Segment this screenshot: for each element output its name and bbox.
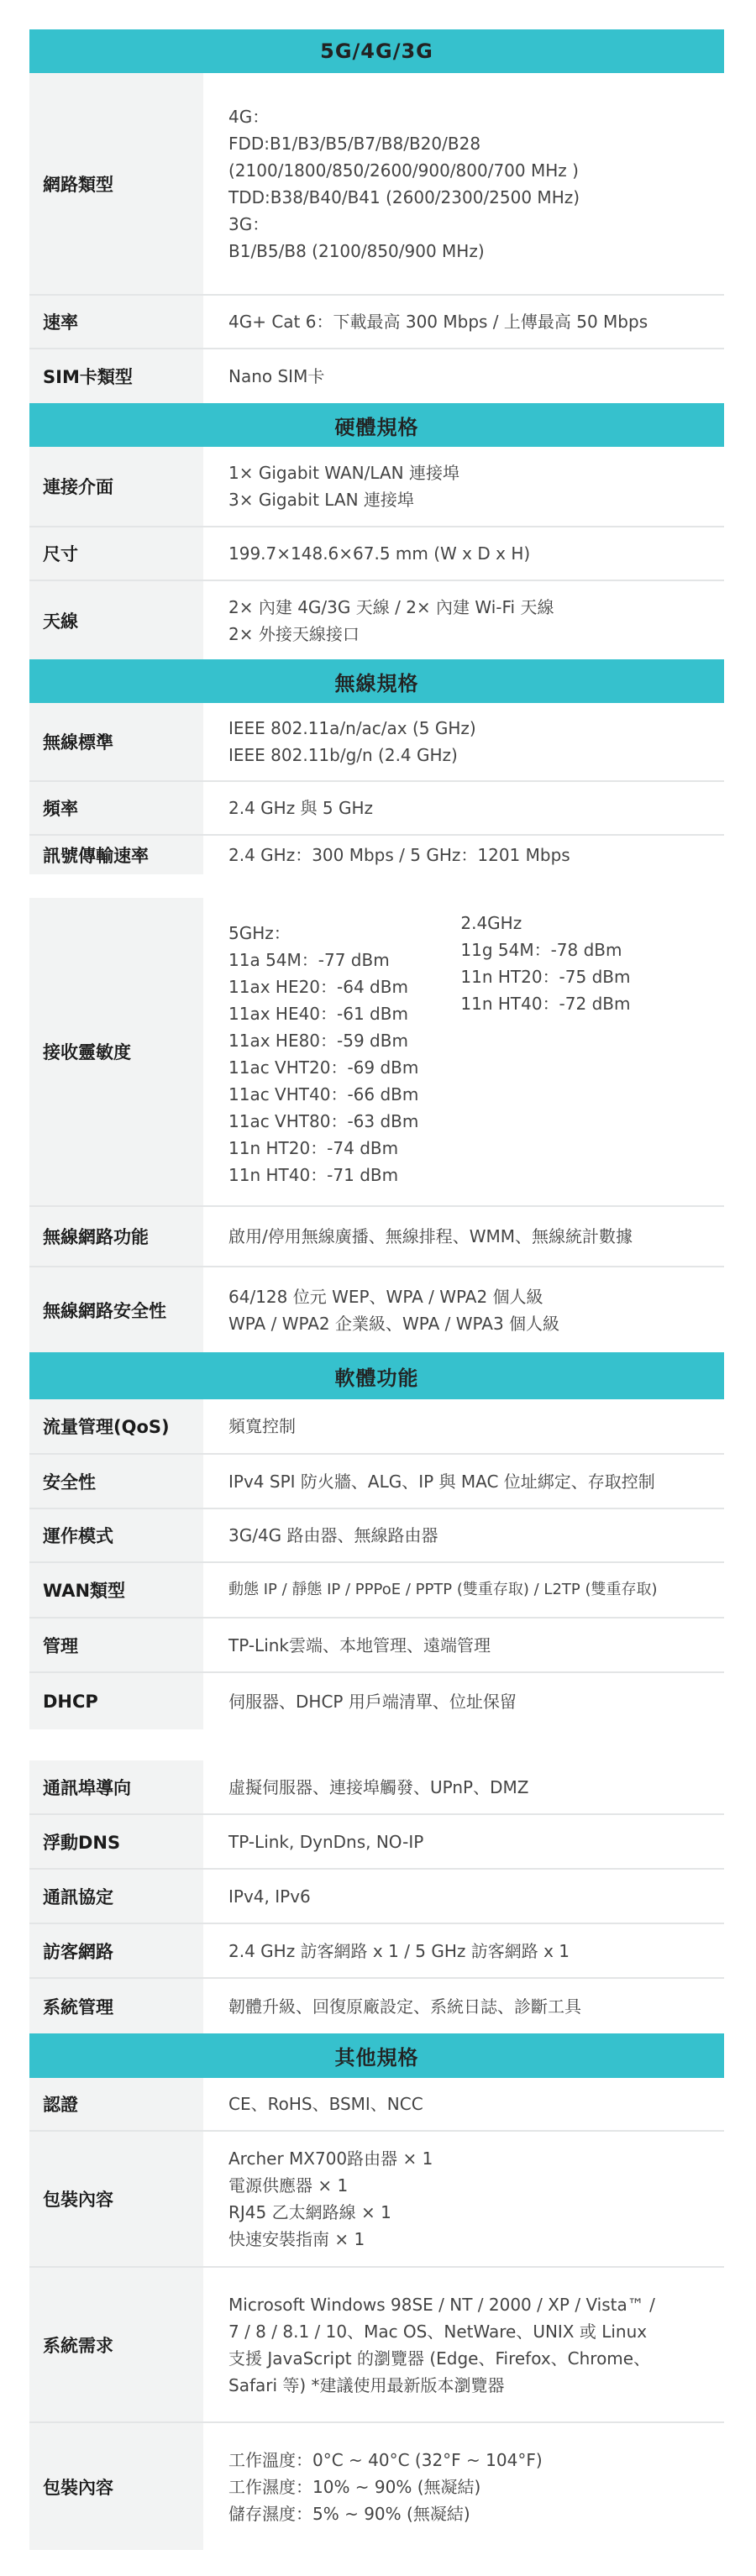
value-line: 7 / 8 / 8.1 / 10、Mac OS、NetWare、UNIX 或 Linux xyxy=(228,2321,648,2342)
value-line: 11a 54M：-77 dBm xyxy=(228,950,390,970)
spec-panel-2 xyxy=(29,898,724,1729)
row-mgmt xyxy=(29,1619,724,1671)
row-value xyxy=(203,1979,724,2033)
row-value xyxy=(203,782,724,834)
row-sim xyxy=(29,349,724,403)
row-value xyxy=(203,1267,724,1352)
value-line: Archer MX700路由器 × 1 xyxy=(228,2148,433,2169)
value-line: 199.7×148.6×67.5 mm (W x D x H) xyxy=(228,543,531,564)
row-dhcp xyxy=(29,1673,724,1729)
value-line: 啟用/停用無線廣播、無線排程、WMM、無線統計數據 xyxy=(228,1226,633,1246)
row-label: 無線網路功能 xyxy=(29,1207,202,1266)
row-label: 認證 xyxy=(29,2078,202,2130)
value-line: Nano SIM卡 xyxy=(228,366,325,386)
value-line: 3G/4G 路由器、無線路由器 xyxy=(228,1525,438,1545)
row-label: 尺寸 xyxy=(29,527,202,580)
value-line: WPA / WPA2 企業級、WPA / WPA3 個人級 xyxy=(228,1313,560,1334)
row-value xyxy=(203,1870,724,1923)
row-signal-rate xyxy=(29,836,724,874)
value-line: 頻寬控制 xyxy=(228,1416,296,1436)
row-label: 通訊協定 xyxy=(29,1870,202,1923)
sensitivity-5ghz-column xyxy=(228,915,418,1188)
value-line: 伺服器、DHCP 用戶端清單、位址保留 xyxy=(228,1691,517,1712)
row-sys-req xyxy=(29,2268,724,2421)
value-line: 動態 IP / 靜態 IP / PPPoE / PPTP (雙重存取) / L2TP (雙重存取) xyxy=(228,1581,658,1598)
row-value xyxy=(203,1399,724,1453)
value-line: TP-Link雲端、本地管理、遠端管理 xyxy=(228,1634,491,1655)
row-value xyxy=(203,349,724,403)
row-interface xyxy=(29,447,724,526)
row-value xyxy=(203,2268,724,2421)
section-header-mobile: 5G/4G/3G xyxy=(29,29,724,73)
row-value xyxy=(203,1207,724,1266)
value-line: 虛擬伺服器、連接埠觸發、UPnP、DMZ xyxy=(228,1776,529,1797)
row-label: 管理 xyxy=(29,1619,202,1671)
value-line: 11ax HE20：-64 dBm xyxy=(228,977,408,997)
value-line: 11n HT20：-75 dBm xyxy=(460,967,631,987)
row-value xyxy=(203,1673,724,1729)
value-line: 11g 54M：-78 dBm xyxy=(460,940,622,960)
value-line: 3G： xyxy=(228,213,270,234)
value-line: 11ac VHT20：-69 dBm xyxy=(228,1057,419,1078)
value-line: 2× 內建 4G/3G 天線 / 2× 內建 Wi-Fi 天線 xyxy=(228,596,554,617)
value-line: B1/B5/B8 (2100/850/900 MHz) xyxy=(228,240,485,261)
row-label: 速率 xyxy=(29,296,202,348)
row-value xyxy=(203,1455,724,1508)
value-line: 11ax HE80：-59 dBm xyxy=(228,1031,408,1051)
row-wireless-std xyxy=(29,703,724,780)
row-label: 系統管理 xyxy=(29,1979,202,2033)
value-line: IPv4, IPv6 xyxy=(228,1886,311,1907)
value-line: IPv4 SPI 防火牆、ALG、IP 與 MAC 位址綁定、存取控制 xyxy=(228,1471,655,1492)
row-sensitivity xyxy=(29,898,724,1205)
row-value xyxy=(203,1619,724,1671)
row-label: SIM卡類型 xyxy=(29,349,202,403)
value-line: IEEE 802.11a/n/ac/ax (5 GHz) xyxy=(228,718,476,738)
value-line: 快速安裝指南 × 1 xyxy=(228,2229,365,2249)
row-value xyxy=(203,836,724,874)
row-qos xyxy=(29,1399,724,1453)
row-label: 網路類型 xyxy=(29,73,202,294)
row-label: DHCP xyxy=(29,1673,202,1729)
value-line: (2100/1800/850/2600/900/800/700 MHz ) xyxy=(228,160,579,181)
row-value xyxy=(203,1509,724,1561)
row-antenna xyxy=(29,581,724,659)
row-label: 無線網路安全性 xyxy=(29,1267,202,1352)
value-line: IEEE 802.11b/g/n (2.4 GHz) xyxy=(228,745,458,765)
value-line: 3× Gigabit LAN 連接埠 xyxy=(228,490,414,510)
sensitivity-24ghz-column xyxy=(460,898,630,1017)
row-protocol xyxy=(29,1870,724,1923)
row-value xyxy=(203,73,724,294)
row-value xyxy=(203,1563,724,1617)
value-line: 64/128 位元 WEP、WPA / WPA2 個人級 xyxy=(228,1286,543,1307)
value-line: 工作濕度：10% ~ 90% (無凝結) xyxy=(228,2476,481,2497)
section-header-hardware: 硬體規格 xyxy=(29,403,724,447)
value-line: 支援 JavaScript 的瀏覽器 (Edge、Firefox、Chrome、 xyxy=(228,2348,651,2369)
value-line: 2.4 GHz：300 Mbps / 5 GHz：1201 Mbps xyxy=(228,845,570,865)
value-line: FDD:B1/B3/B5/B7/B8/B20/B28 xyxy=(228,133,481,154)
row-label: WAN類型 xyxy=(29,1563,202,1617)
row-label: 訊號傳輸速率 xyxy=(29,836,202,874)
section-header-wireless: 無線規格 xyxy=(29,659,724,703)
value-line: RJ45 乙太網路線 × 1 xyxy=(228,2202,391,2222)
row-cert xyxy=(29,2078,724,2130)
value-line: 2× 外接天線接口 xyxy=(228,623,360,644)
row-guest xyxy=(29,1924,724,1977)
row-wan xyxy=(29,1563,724,1617)
row-label: 無線標準 xyxy=(29,703,202,780)
row-label: 系統需求 xyxy=(29,2268,202,2421)
row-speed xyxy=(29,296,724,348)
row-label: 安全性 xyxy=(29,1455,202,1508)
value-line: 2.4 GHz 訪客網路 x 1 / 5 GHz 訪客網路 x 1 xyxy=(228,1940,570,1961)
value-line: CE、RoHS、BSMI、NCC xyxy=(228,2094,423,2114)
row-value xyxy=(203,447,724,526)
row-label: 頻率 xyxy=(29,782,202,834)
value-line: 工作溫度：0°C ~ 40°C (32°F ~ 104°F) xyxy=(228,2449,543,2470)
value-line: 4G： xyxy=(228,106,270,127)
value-line: Safari 等) *建議使用最新版本瀏覽器 xyxy=(228,2374,505,2395)
value-line: 11n HT40：-72 dBm xyxy=(460,994,631,1014)
value-line: 11n HT40：-71 dBm xyxy=(228,1165,399,1185)
value-line: 2.4GHz xyxy=(460,913,522,933)
row-label: 通訊埠導向 xyxy=(29,1760,202,1813)
row-value xyxy=(203,1924,724,1977)
row-label: 流量管理(QoS) xyxy=(29,1399,202,1453)
row-value xyxy=(203,898,724,1205)
value-line: 1× Gigabit WAN/LAN 連接埠 xyxy=(228,463,459,483)
value-line: Microsoft Windows 98SE / NT / 2000 / XP / Vista™ / xyxy=(228,2294,655,2315)
row-network-type xyxy=(29,73,724,294)
row-wireless-sec xyxy=(29,1267,724,1352)
spec-panel-3 xyxy=(29,1760,724,2550)
row-security xyxy=(29,1455,724,1508)
value-line: 11n HT20：-74 dBm xyxy=(228,1138,399,1158)
row-value xyxy=(203,581,724,659)
value-line: 11ax HE40：-61 dBm xyxy=(228,1004,408,1024)
value-line: 4G+ Cat 6：下載最高 300 Mbps / 上傳最高 50 Mbps xyxy=(228,312,648,332)
row-ddns xyxy=(29,1815,724,1868)
row-port-fwd xyxy=(29,1760,724,1813)
row-label: 浮動DNS xyxy=(29,1815,202,1868)
value-line: 11ac VHT80：-63 dBm xyxy=(228,1111,419,1131)
row-env xyxy=(29,2423,724,2550)
row-freq xyxy=(29,782,724,834)
value-line: TDD:B38/B40/B41 (2600/2300/2500 MHz) xyxy=(228,186,580,207)
row-mode xyxy=(29,1509,724,1561)
value-line: 韌體升級、回復原廠設定、系統日誌、診斷工具 xyxy=(228,1996,581,2017)
row-label: 包裝內容 xyxy=(29,2423,202,2550)
row-label: 運作模式 xyxy=(29,1509,202,1561)
section-header-other: 其他規格 xyxy=(29,2033,724,2078)
value-line: TP-Link, DynDns, NO-IP xyxy=(228,1831,424,1852)
row-label: 連接介面 xyxy=(29,447,202,526)
row-value xyxy=(203,296,724,348)
row-package xyxy=(29,2132,724,2266)
value-line: 2.4 GHz 與 5 GHz xyxy=(228,798,374,818)
spec-panel-1 xyxy=(29,29,724,874)
row-value xyxy=(203,2132,724,2266)
row-label: 訪客網路 xyxy=(29,1924,202,1977)
row-value xyxy=(203,2423,724,2550)
row-value xyxy=(203,703,724,780)
row-sys-mgmt xyxy=(29,1979,724,2033)
row-label: 接收靈敏度 xyxy=(29,898,202,1205)
row-value xyxy=(203,2078,724,2130)
row-label: 包裝內容 xyxy=(29,2132,202,2266)
row-wireless-func xyxy=(29,1207,724,1266)
value-line: 電源供應器 × 1 xyxy=(228,2175,349,2196)
row-label: 天線 xyxy=(29,581,202,659)
row-value xyxy=(203,1760,724,1813)
row-value xyxy=(203,527,724,580)
row-size xyxy=(29,527,724,580)
value-line: 5GHz： xyxy=(228,923,291,943)
row-value xyxy=(203,1815,724,1868)
value-line: 11ac VHT40：-66 dBm xyxy=(228,1084,419,1104)
section-header-software: 軟體功能 xyxy=(29,1352,724,1399)
value-line: 儲存濕度：5% ~ 90% (無凝結) xyxy=(228,2503,470,2524)
